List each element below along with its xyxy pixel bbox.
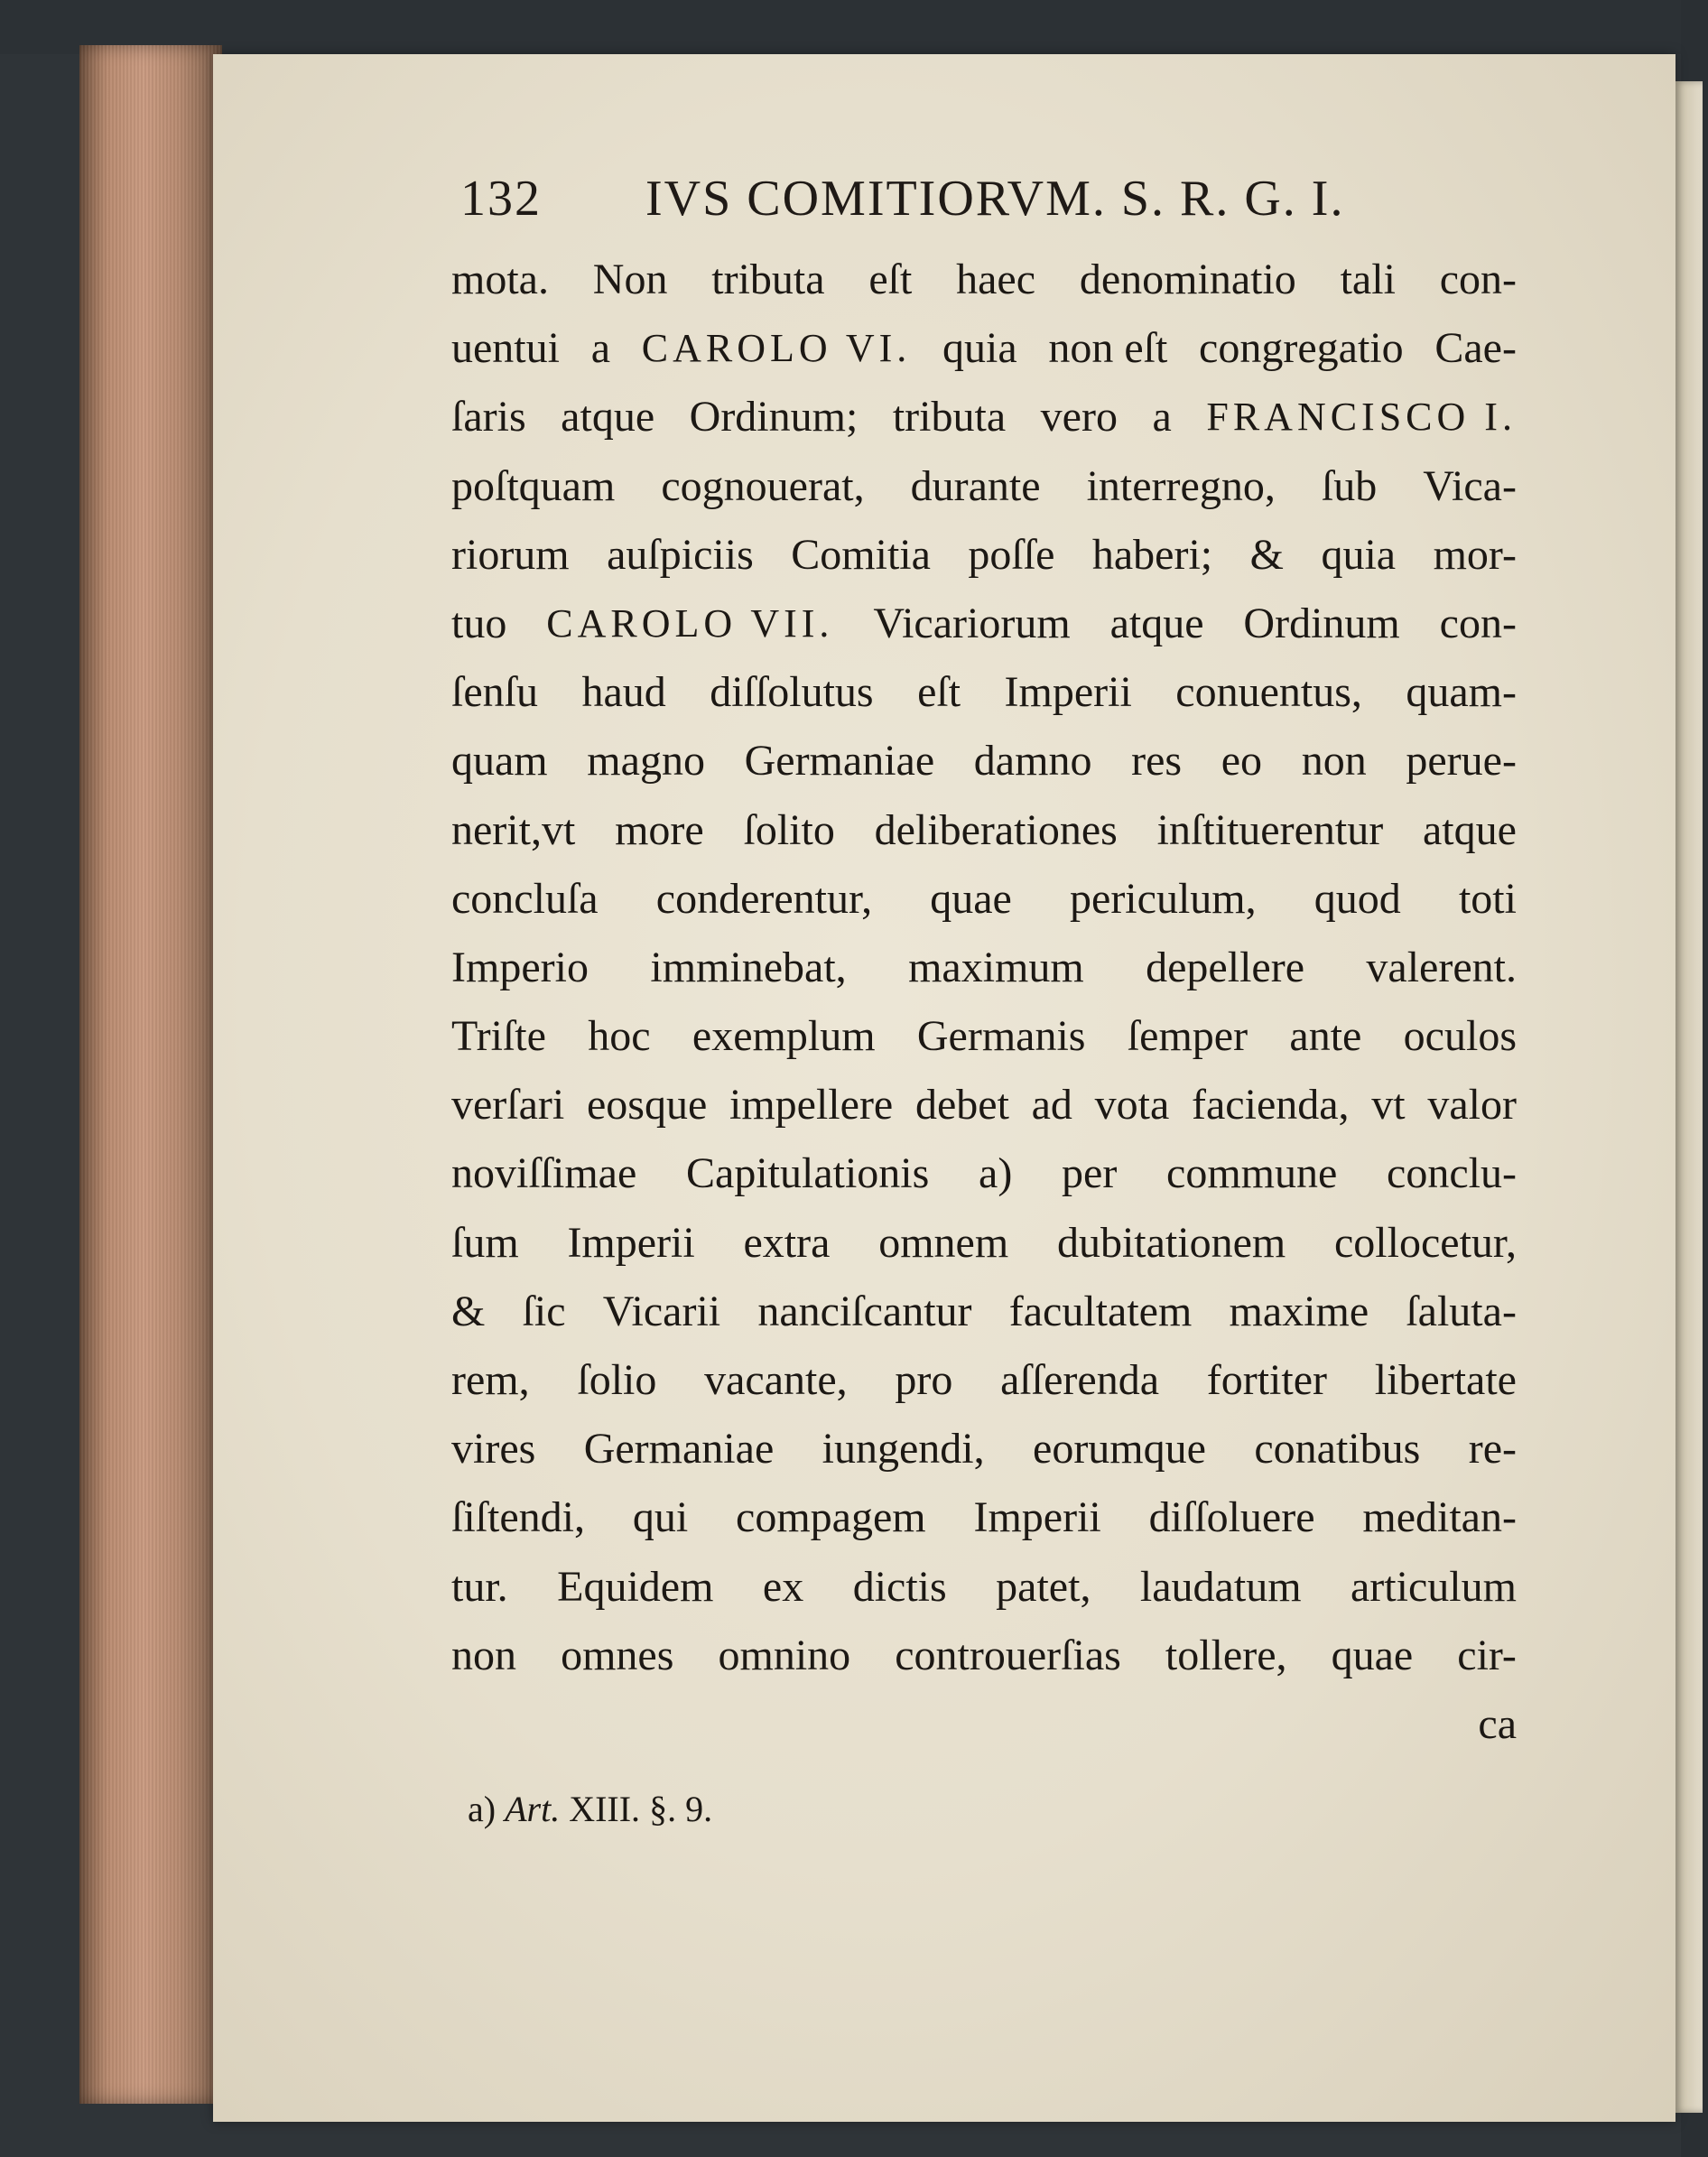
facing-page-edge: [1676, 81, 1703, 2113]
text-word: omnino: [718, 1631, 851, 1679]
text-word: conclu-: [1387, 1149, 1517, 1198]
text-word: Ordinum;: [689, 393, 859, 442]
text-word: oculos: [1403, 1012, 1517, 1061]
text-word: fortiter: [1206, 1356, 1327, 1404]
text-word: commune: [1166, 1149, 1338, 1198]
text-word: extra: [743, 1218, 831, 1267]
footnote-article: XIII.: [569, 1789, 641, 1829]
text-word: eorumque: [1033, 1425, 1206, 1474]
text-word: verſari: [451, 1081, 565, 1130]
text-word: toti: [1458, 874, 1517, 923]
text-word: a: [590, 324, 611, 373]
text-word: Imperii: [567, 1218, 695, 1267]
text-word: quam: [451, 737, 548, 786]
text-word: non: [1301, 737, 1367, 786]
text-word: poſtquam: [451, 461, 616, 510]
text-word: hoc: [588, 1012, 651, 1061]
text-word: diſſolutus: [710, 668, 874, 717]
text-word: magno: [587, 737, 705, 786]
footnote-marker: a): [468, 1789, 497, 1829]
text-word: pro: [895, 1356, 953, 1404]
text-word: Vica-: [1423, 461, 1517, 510]
text-word: iungendi,: [822, 1425, 985, 1474]
text-word: re-: [1468, 1425, 1517, 1474]
text-word: conatibus: [1254, 1425, 1421, 1474]
text-word: damno: [973, 737, 1092, 786]
text-line: [451, 383, 1517, 451]
text-word: nanciſcantur: [757, 1287, 972, 1335]
text-line: [451, 1209, 1517, 1278]
text-word: Germaniae: [583, 1425, 775, 1474]
text-word: depellere: [1146, 943, 1304, 991]
text-word: omnes: [561, 1631, 674, 1679]
text-word: aſſerenda: [1000, 1356, 1159, 1404]
text-word: diſſoluere: [1148, 1493, 1315, 1542]
text-word: vota: [1094, 1081, 1170, 1130]
text-word: riorum: [451, 530, 570, 579]
footnote-ref: Art.: [505, 1789, 561, 1829]
text-word: conuentus,: [1175, 668, 1362, 717]
text-word: interregno,: [1086, 461, 1276, 510]
text-word: quae: [1331, 1631, 1414, 1679]
text-word: quam-: [1406, 668, 1517, 717]
text-word: non: [451, 1631, 516, 1679]
text-word: debet: [914, 1081, 1009, 1130]
text-word: Imperio: [451, 943, 589, 991]
text-word: Non: [592, 256, 668, 303]
text-word: &: [1249, 530, 1284, 579]
text-word: facienda,: [1192, 1081, 1350, 1130]
text-word: ſaluta-: [1406, 1287, 1517, 1335]
text-word: periculum,: [1070, 874, 1257, 923]
text-word: Germaniae: [744, 737, 935, 786]
text-word: CAROLO VI.: [641, 326, 912, 371]
text-word: articulum: [1351, 1562, 1517, 1611]
text-word: collocetur,: [1334, 1218, 1517, 1267]
text-word: valerent.: [1366, 943, 1517, 991]
text-word: con-: [1439, 256, 1517, 303]
text-word: qui: [632, 1493, 689, 1542]
text-word: dictis: [852, 1562, 947, 1611]
text-word: ſolio: [577, 1356, 657, 1404]
page-number: 132: [460, 171, 542, 227]
text-word: inſtituerentur: [1156, 805, 1384, 854]
text-word: Equidem: [557, 1562, 714, 1611]
body-text: [451, 246, 1517, 1759]
text-word: omnem: [878, 1218, 1009, 1267]
text-word: more: [615, 805, 704, 854]
text-word: ad: [1031, 1081, 1072, 1130]
text-word: deliberationes: [874, 805, 1118, 854]
text-word: compagem: [736, 1493, 926, 1542]
text-word: laudatum: [1139, 1562, 1302, 1611]
text-word: per: [1062, 1149, 1118, 1198]
text-word: res: [1131, 737, 1183, 786]
text-word: atque: [1109, 599, 1204, 647]
text-line: [451, 590, 1517, 658]
text-line: [451, 314, 1517, 383]
page-header: [460, 170, 1363, 233]
text-word: ſic: [522, 1287, 566, 1335]
text-word: vacante,: [704, 1356, 848, 1404]
book-page-edges: [79, 45, 222, 2104]
text-line: [451, 1278, 1517, 1346]
text-word: ſum: [451, 1218, 519, 1267]
text-word: maxime: [1229, 1287, 1369, 1335]
text-line: [451, 246, 1517, 314]
text-word: imminebat,: [650, 943, 847, 991]
text-word: Ordinum: [1243, 599, 1400, 647]
text-word: &: [451, 1287, 486, 1335]
text-word: facultatem: [1008, 1287, 1193, 1335]
text-word: ſaris: [451, 393, 526, 442]
backdrop: [0, 0, 1708, 54]
text-line: [451, 1553, 1517, 1622]
text-word: meditan-: [1362, 1493, 1517, 1542]
text-line: [451, 1346, 1517, 1415]
text-word: tributa: [892, 393, 1007, 442]
text-word: libertate: [1374, 1356, 1517, 1404]
text-word: auſpiciis: [607, 530, 754, 579]
text-word: vero: [1040, 393, 1118, 442]
text-word: nerit,vt: [451, 805, 576, 854]
text-word: ſenſu: [451, 668, 538, 717]
text-line: [451, 1415, 1517, 1483]
text-word: Vicarii: [602, 1287, 721, 1335]
text-word: haec: [956, 256, 1036, 303]
text-word: Comitia: [791, 530, 931, 579]
text-word: quod: [1313, 874, 1401, 923]
text-line: [451, 1622, 1517, 1690]
text-word: a: [1152, 393, 1172, 442]
text-word: ſub: [1321, 461, 1378, 510]
text-word: a): [979, 1149, 1013, 1198]
text-word: mor-: [1433, 530, 1517, 579]
text-word: Imperii: [973, 1493, 1101, 1542]
text-word: concluſa: [451, 874, 599, 923]
text-word: quia: [942, 324, 1017, 373]
text-word: eosque: [586, 1081, 708, 1130]
text-line: [451, 865, 1517, 934]
text-word: quia: [1321, 530, 1397, 579]
text-line: [451, 1071, 1517, 1139]
text-line: [451, 521, 1517, 590]
text-line: [451, 1002, 1517, 1071]
text-word: noviſſimae: [451, 1149, 637, 1198]
text-word: cir-: [1457, 1631, 1517, 1679]
text-word: ca: [1478, 1699, 1517, 1748]
running-title: IVS COMITIORVM. S. R. G. I.: [645, 171, 1345, 227]
text-line: [451, 452, 1517, 521]
text-word: Germanis: [916, 1012, 1086, 1061]
text-line: [451, 796, 1517, 865]
text-word: maximum: [908, 943, 1084, 991]
text-line: [451, 1139, 1517, 1208]
text-word: Vicariorum: [873, 599, 1071, 647]
text-word: mota.: [451, 256, 549, 303]
text-word: quae: [930, 874, 1012, 923]
text-word: denominatio: [1079, 256, 1296, 303]
text-word: eſt: [917, 668, 961, 717]
text-word: valor: [1427, 1081, 1517, 1130]
text-word: congregatio: [1199, 324, 1404, 373]
text-word: vires: [451, 1425, 536, 1474]
text-word: impellere: [729, 1081, 894, 1130]
text-word: tuo: [451, 599, 507, 647]
text-word: tali: [1340, 256, 1396, 303]
text-word: con-: [1439, 599, 1517, 647]
text-word: durante: [910, 461, 1041, 510]
text-word: perue-: [1406, 737, 1517, 786]
text-word: ex: [762, 1562, 804, 1611]
text-line: [451, 658, 1517, 727]
text-word: Triſte: [451, 1012, 546, 1061]
text-word: patet,: [996, 1562, 1091, 1611]
text-word: tollere,: [1165, 1631, 1287, 1679]
text-word: poſſe: [968, 530, 1055, 579]
text-word: FRANCISCO I.: [1206, 395, 1517, 440]
text-line: [451, 934, 1517, 1002]
text-word: haberi;: [1091, 530, 1213, 579]
text-word: atque: [1423, 805, 1517, 854]
text-word: Cae-: [1434, 324, 1517, 373]
text-word: eo: [1221, 737, 1263, 786]
text-word: rem,: [451, 1356, 530, 1404]
text-word: ante: [1289, 1012, 1362, 1061]
text-word: Capitulationis: [686, 1149, 930, 1198]
text-word: tur.: [451, 1562, 508, 1611]
text-word: Imperii: [1004, 668, 1132, 717]
text-word: uentui: [451, 324, 560, 373]
text-word: tributa: [711, 256, 825, 303]
text-word: eſt: [868, 256, 913, 303]
text-word: haud: [581, 668, 666, 717]
text-word: cognouerat,: [661, 461, 865, 510]
footnote: [468, 1788, 712, 1830]
text-word: exemplum: [692, 1012, 876, 1061]
text-word: dubitationem: [1056, 1218, 1286, 1267]
text-word: non eſt: [1048, 324, 1168, 373]
text-word: atque: [561, 393, 655, 442]
text-word: ſiſtendi,: [451, 1493, 585, 1542]
text-line: [451, 1483, 1517, 1552]
text-word: ſolito: [743, 805, 835, 854]
footnote-section: §. 9.: [649, 1789, 713, 1829]
text-word: ſemper: [1127, 1012, 1249, 1061]
text-line: [451, 1690, 1517, 1759]
text-word: controuerſias: [895, 1631, 1121, 1679]
text-word: conderentur,: [655, 874, 873, 923]
text-word: CAROLO VII.: [546, 600, 834, 646]
text-word: vt: [1371, 1081, 1406, 1130]
text-line: [451, 727, 1517, 795]
